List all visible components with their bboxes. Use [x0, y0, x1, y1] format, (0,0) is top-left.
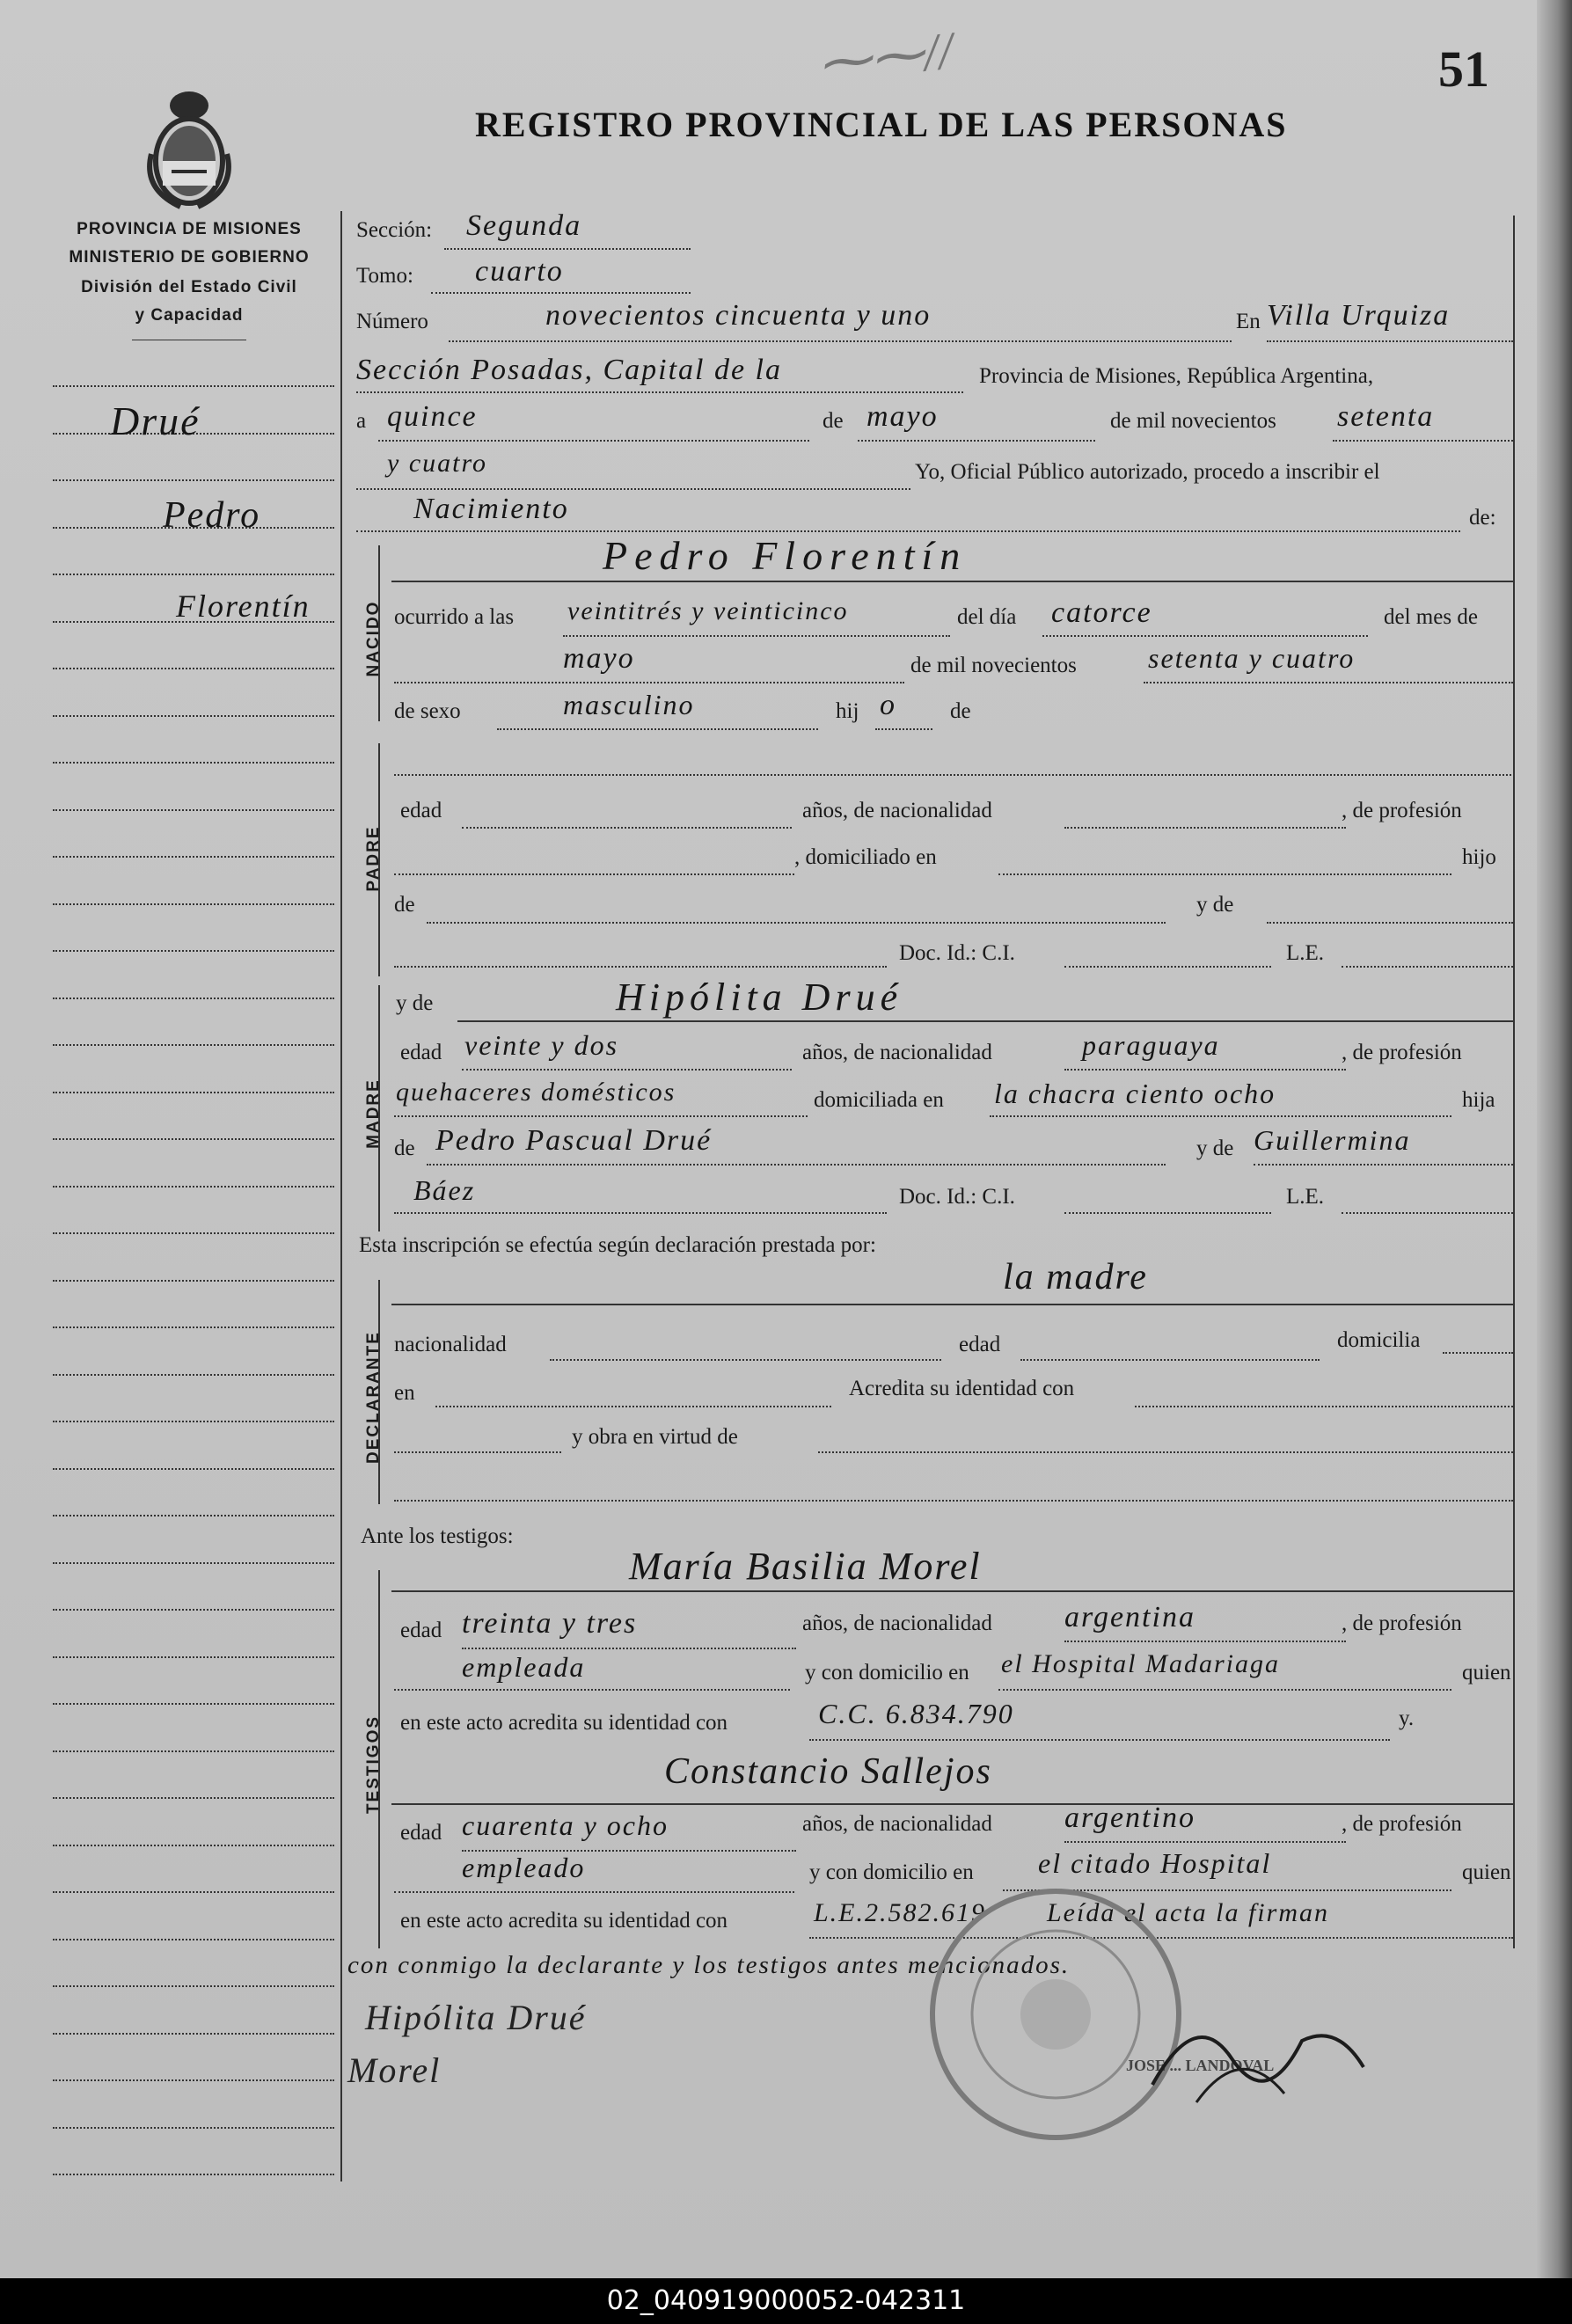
margin-line	[53, 1421, 334, 1422]
margin-line	[53, 715, 334, 717]
declaracion-text: Esta inscripción se efectúa según declaración prestada por:	[359, 1233, 876, 1257]
madre-le-label: L.E.	[1286, 1185, 1325, 1209]
padre-edad-label: edad	[400, 799, 442, 822]
place-value: Sección Posadas, Capital de la	[356, 354, 783, 386]
margin-line	[53, 479, 334, 481]
mes-nacido-value: mayo	[563, 642, 635, 675]
madre-domicilio-value: la chacra ciento ocho	[994, 1078, 1276, 1109]
t1-acredita-line	[809, 1739, 1390, 1741]
padre-nac-line	[1064, 827, 1346, 829]
mil-nacido-label: de mil novecientos	[910, 654, 1077, 677]
madre-name: Hipólita Drué	[616, 976, 903, 1019]
testigos-intro: Ante los testigos:	[361, 1524, 514, 1548]
sexo-line	[497, 728, 818, 730]
t1-y-label: y.	[1399, 1706, 1415, 1730]
t1-profesion-label: , de profesión	[1342, 1611, 1462, 1635]
padre-anios-label: años, de nacionalidad	[802, 799, 992, 822]
seccion-label: Sección:	[356, 218, 433, 242]
a-label: a	[356, 409, 367, 433]
margin-line	[53, 1985, 334, 1987]
padre-section-label: PADRE	[364, 825, 383, 892]
t1-edad-label: edad	[400, 1619, 442, 1642]
padre-le-line	[1342, 966, 1513, 968]
margin-line	[53, 1280, 334, 1282]
t2-doc-value: L.E.2.582.619	[814, 1898, 987, 1927]
t2-profesion-label: , de profesión	[1342, 1812, 1462, 1836]
margin-line	[53, 950, 334, 952]
hij-value: o	[880, 689, 896, 721]
ministry-label: MINISTERIO DE GOBIERNO	[69, 248, 310, 267]
dia-nacido-value: catorce	[1051, 596, 1152, 629]
madre-nac-line	[1064, 1069, 1346, 1071]
nacido-extra-line	[394, 774, 1511, 776]
t1-profesion-value: empleada	[462, 1651, 586, 1683]
declarante-en-label: en	[394, 1381, 415, 1405]
margin-line	[53, 1044, 334, 1046]
margin-line	[53, 1891, 334, 1893]
declarante-extra-line	[394, 1500, 1513, 1502]
t2-profesion-value: empleado	[462, 1852, 586, 1883]
t2-nac-line	[1064, 1841, 1346, 1843]
margin-line	[53, 1797, 334, 1799]
mes-value: mayo	[866, 400, 939, 433]
coat-of-arms-icon	[141, 84, 238, 216]
madre-le-line	[1342, 1212, 1513, 1214]
padre-doc-pre-line	[394, 966, 887, 968]
sexo-label: de sexo	[394, 699, 461, 723]
margin-second-name: Florentín	[176, 588, 311, 624]
declaracion-value: la madre	[1003, 1257, 1148, 1297]
margin-line	[53, 1609, 334, 1611]
anio-value-2: y cuatro	[387, 449, 488, 478]
margin-line	[53, 903, 334, 905]
madre-nacionalidad-value: paraguaya	[1082, 1029, 1220, 1061]
de-label: de	[823, 409, 844, 433]
t2-nacionalidad-value: argentino	[1064, 1801, 1195, 1834]
t1-anios-label: años, de nacionalidad	[802, 1611, 992, 1635]
padre-prof-line	[394, 873, 794, 875]
margin-line	[53, 574, 334, 575]
declarante-en-line	[435, 1406, 831, 1407]
declarante-pre-obra-line	[394, 1451, 561, 1453]
margin-line	[53, 998, 334, 999]
closing-text: con conmigo la declarante y los testigos antes mencionados.	[347, 1951, 1071, 1979]
tomo-label: Tomo:	[356, 264, 413, 288]
margin-line	[53, 2033, 334, 2035]
declarante-domicilia-line	[1443, 1352, 1513, 1354]
madre-domiciliada-label: domiciliada en	[814, 1088, 944, 1112]
declarante-edad-label: edad	[959, 1333, 1001, 1356]
seccion-value: Segunda	[466, 209, 582, 242]
margin-first-name: Pedro	[163, 495, 261, 536]
margin-line	[53, 1845, 334, 1846]
page-edge	[1537, 0, 1572, 2278]
signature-mother: Hipólita Drué	[365, 1998, 587, 2037]
numero-value: novecientos cincuenta y uno	[545, 299, 932, 332]
padre-edad-line	[462, 827, 792, 829]
hora-line	[563, 635, 950, 637]
padre-dom-line	[998, 873, 1451, 875]
padre-de-line	[427, 922, 1166, 924]
madre-de-line	[427, 1164, 1166, 1166]
del-mes-label: del mes de	[1384, 605, 1478, 629]
signature-witness: Morel	[347, 2050, 442, 2090]
madre-anios-label: años, de nacionalidad	[802, 1041, 992, 1064]
madre-prof-line	[394, 1115, 808, 1117]
madre-de-label: de	[394, 1136, 415, 1160]
declarante-nacionalidad-label: nacionalidad	[394, 1333, 507, 1356]
dia-line	[378, 440, 809, 442]
nombre-line	[391, 581, 1513, 582]
sexo-value: masculino	[563, 689, 695, 720]
declarante-section-label: DECLARANTE	[364, 1331, 383, 1464]
madre-madre-value: Guillermina	[1254, 1124, 1411, 1156]
margin-line	[53, 856, 334, 858]
margin-surname: Drué	[110, 398, 201, 443]
t1-edad-value: treinta y tres	[462, 1607, 638, 1640]
right-border	[1513, 216, 1515, 1948]
margin-line	[53, 1750, 334, 1752]
madre-yde-line	[1254, 1164, 1513, 1166]
t1-dom-line	[998, 1689, 1451, 1691]
t1-domicilio-label: y con domicilio en	[805, 1661, 969, 1685]
madre-edad-label: edad	[400, 1041, 442, 1064]
declaracion-line	[391, 1304, 1513, 1305]
padre-ci-line	[1064, 966, 1271, 968]
margin-line	[53, 2127, 334, 2129]
t2-quien-label: quien	[1462, 1860, 1511, 1884]
hij-label: hij	[836, 699, 859, 723]
testigo2-name: Constancio Sallejos	[664, 1751, 992, 1792]
margin-line	[53, 1092, 334, 1093]
del-dia-label: del día	[957, 605, 1017, 629]
mes-line	[858, 440, 1095, 442]
t1-domicilio-value: el Hospital Madariaga	[1001, 1649, 1280, 1678]
madre-doc-label: Doc. Id.: C.I.	[899, 1185, 1015, 1209]
pencil-mark: ⁓⁓//	[815, 21, 956, 93]
margin-line	[53, 668, 334, 669]
testigo1-name: María Basilia Morel	[629, 1545, 982, 1588]
t2-edad-label: edad	[400, 1821, 442, 1845]
page-title: REGISTRO PROVINCIAL DE LAS PERSONAS	[475, 105, 1288, 144]
padre-y-de-label: y de	[1196, 893, 1234, 917]
numero-line	[449, 340, 1232, 342]
de-colon: de:	[1469, 506, 1496, 530]
seccion-line	[444, 248, 691, 250]
padre-profesion-label: , de profesión	[1342, 799, 1462, 822]
anio2-line	[356, 488, 910, 490]
en-line	[1267, 340, 1513, 342]
t1-nac-line	[1064, 1641, 1346, 1642]
hij-de-label: de	[950, 699, 971, 723]
testigos-section-label: TESTIGOS	[364, 1714, 383, 1815]
madre-y-de2-label: y de	[1196, 1136, 1234, 1160]
mil-text: de mil novecientos	[1110, 409, 1276, 433]
t2-domicilio-label: y con domicilio en	[809, 1860, 974, 1884]
tomo-line	[431, 292, 691, 294]
anio-nacido-value: setenta y cuatro	[1148, 642, 1356, 674]
official-name: JOSE ... LANDOVAL	[1126, 2057, 1275, 2074]
margin-line	[53, 809, 334, 811]
t2-domicilio-value: el citado Hospital	[1038, 1847, 1272, 1879]
acto-value: Nacimiento	[413, 493, 569, 525]
en-value: Villa Urquiza	[1267, 299, 1451, 332]
hora-value: veintitrés y veinticinco	[567, 596, 849, 625]
division-label: División del Estado Civil	[81, 278, 297, 296]
margin-line	[53, 1468, 334, 1470]
t1-edad-line	[462, 1648, 796, 1649]
madre-y-de-label: y de	[396, 991, 434, 1015]
t1-quien-label: quien	[1462, 1661, 1511, 1685]
t1-nacionalidad-value: argentina	[1064, 1601, 1195, 1633]
t2-anios-label: años, de nacionalidad	[802, 1812, 992, 1836]
dia-nacido-line	[1042, 635, 1368, 637]
margin-line	[53, 1939, 334, 1940]
testigo1-name-line	[391, 1590, 1513, 1592]
madre-hija-label: hija	[1462, 1088, 1495, 1112]
madre-edad-value: veinte y dos	[464, 1029, 619, 1061]
madre-madre-value-2: Báez	[413, 1174, 476, 1206]
newborn-name: Pedro Florentín	[603, 533, 968, 578]
yo-text: Yo, Oficial Público autorizado, procedo a inscribir el	[915, 460, 1380, 484]
nacido-section-label: NACIDO	[364, 600, 383, 677]
anio-nacido-line	[1144, 682, 1513, 683]
margin-line	[53, 1232, 334, 1234]
page-number: 51	[1438, 40, 1489, 98]
margin-line	[53, 1138, 334, 1140]
margin-line	[53, 1703, 334, 1705]
margin-line	[53, 762, 334, 764]
padre-de-label: de	[394, 893, 415, 917]
madre-section-label: MADRE	[364, 1078, 383, 1149]
mes-nacido-line	[394, 682, 904, 683]
declarante-acredita-line	[1135, 1406, 1513, 1407]
margin-line	[53, 1656, 334, 1658]
margin-line	[53, 1186, 334, 1188]
padre-yde-line	[1267, 922, 1513, 924]
madre-doc-pre-line	[394, 1212, 887, 1214]
madre-name-line	[457, 1020, 1513, 1022]
padre-domiciliado-label: , domiciliado en	[794, 845, 937, 869]
hij-line	[875, 728, 932, 730]
madre-edad-line	[462, 1069, 792, 1071]
margin-line	[53, 2174, 334, 2175]
tomo-value: cuarto	[475, 255, 564, 288]
declarante-domicilia-label: domicilia	[1337, 1328, 1421, 1352]
declarante-obra-label: y obra en virtud de	[572, 1425, 738, 1449]
official-signature-icon	[1144, 1988, 1372, 2111]
padre-hijo-label: hijo	[1462, 845, 1496, 869]
t2-acredita-label: en este acto acredita su identidad con	[400, 1909, 728, 1933]
margin-line	[53, 385, 334, 387]
madre-profesion-label: , de profesión	[1342, 1041, 1462, 1064]
anio-value: setenta	[1337, 400, 1435, 433]
testigo2-name-line	[391, 1803, 1513, 1805]
t1-prof-line	[394, 1689, 790, 1691]
dia-value: quince	[387, 400, 478, 433]
declarante-edad-line	[1020, 1359, 1320, 1361]
declarante-acredita-label: Acredita su identidad con	[849, 1377, 1075, 1400]
t1-doc-value: C.C. 6.834.790	[818, 1698, 1014, 1729]
numero-label: Número	[356, 310, 428, 333]
provincia-text: Provincia de Misiones, República Argentina,	[979, 364, 1374, 388]
declarante-obra-line	[818, 1451, 1513, 1453]
madre-dom-line	[990, 1115, 1451, 1117]
margin-line	[53, 1515, 334, 1516]
capacity-label: y Capacidad	[135, 306, 244, 325]
ocurrido-label: ocurrido a las	[394, 605, 515, 629]
t2-edad-value: cuarenta y ocho	[462, 1809, 669, 1841]
image-id-footer: 02_040919000052-042311	[0, 2278, 1572, 2324]
padre-doc-label: Doc. Id.: C.I.	[899, 941, 1015, 965]
left-column-border	[340, 211, 342, 2181]
margin-line	[53, 1374, 334, 1376]
province-label: PROVINCIA DE MISIONES	[77, 220, 302, 238]
declarante-nac-line	[550, 1359, 941, 1361]
madre-padre-value: Pedro Pascual Drué	[435, 1124, 713, 1157]
leida-text: Leída el acta la firman	[1047, 1898, 1329, 1927]
padre-le-label: L.E.	[1286, 941, 1325, 965]
madre-ci-line	[1064, 1212, 1271, 1214]
place-line	[356, 391, 963, 393]
madre-profesion-value: quehaceres domésticos	[396, 1078, 676, 1107]
margin-line	[53, 1326, 334, 1328]
t1-acredita-label: en este acto acredita su identidad con	[400, 1711, 728, 1735]
margin-line	[53, 1562, 334, 1564]
margin-line	[53, 2079, 334, 2081]
anio-line	[1333, 440, 1513, 442]
en-label: En	[1236, 310, 1261, 333]
t2-prof-line	[394, 1891, 794, 1893]
